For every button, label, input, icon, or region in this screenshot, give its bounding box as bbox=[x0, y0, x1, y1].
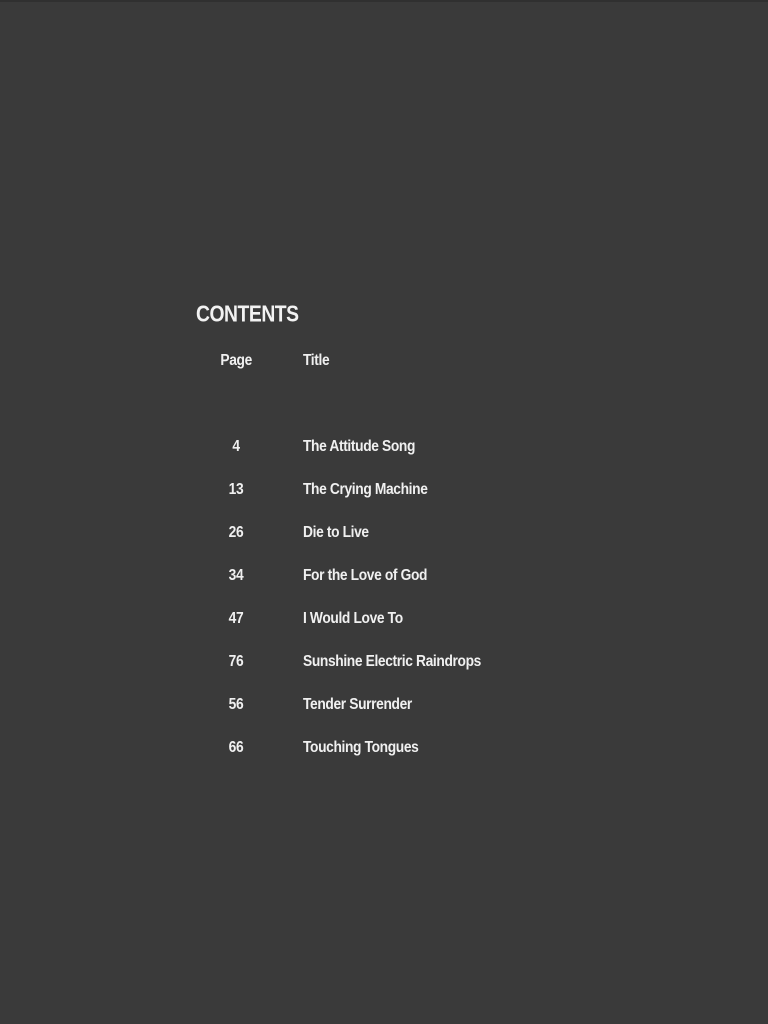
toc-entry-page: 56 bbox=[228, 695, 244, 714]
toc-entry-page: 26 bbox=[228, 523, 244, 542]
toc-entry-row bbox=[196, 738, 496, 756]
toc-entry-row bbox=[196, 523, 496, 541]
toc-entry-row bbox=[196, 394, 496, 412]
toc-entry-title: Sunshine Electric Raindrops bbox=[303, 652, 481, 671]
toc-entry-page: 13 bbox=[228, 480, 244, 499]
toc-entry-title: I Would Love To bbox=[303, 609, 403, 628]
table-of-contents bbox=[196, 302, 496, 756]
toc-entry-page: 34 bbox=[228, 566, 244, 585]
toc-entry-row bbox=[196, 437, 496, 455]
toc-entry-title: The Attitude Song bbox=[303, 437, 416, 456]
toc-entry-page: 76 bbox=[228, 652, 244, 671]
toc-entry-row bbox=[196, 480, 496, 498]
contents-table bbox=[196, 351, 496, 756]
page-column-header: Page bbox=[220, 351, 252, 370]
toc-entry-title: Tender Surrender bbox=[303, 695, 412, 714]
toc-entry-title: For the Love of God bbox=[303, 566, 428, 585]
toc-entry-row bbox=[196, 652, 496, 670]
contents-header-row bbox=[196, 351, 496, 369]
toc-entry-page bbox=[196, 394, 276, 412]
toc-entry-title: Die to Live bbox=[303, 523, 369, 542]
contents-heading: CONTENTS bbox=[196, 302, 299, 327]
toc-entry-title: Touching Tongues bbox=[303, 738, 419, 757]
title-column-header: Title bbox=[303, 351, 330, 370]
toc-entry-row bbox=[196, 695, 496, 713]
toc-entry-page: 47 bbox=[228, 609, 244, 628]
toc-entry-row bbox=[196, 609, 496, 627]
toc-entry-page: 4 bbox=[232, 437, 240, 456]
toc-entry-title: The Crying Machine bbox=[303, 480, 428, 499]
toc-entry-row bbox=[196, 566, 496, 584]
toc-entry-page: 66 bbox=[228, 738, 244, 757]
